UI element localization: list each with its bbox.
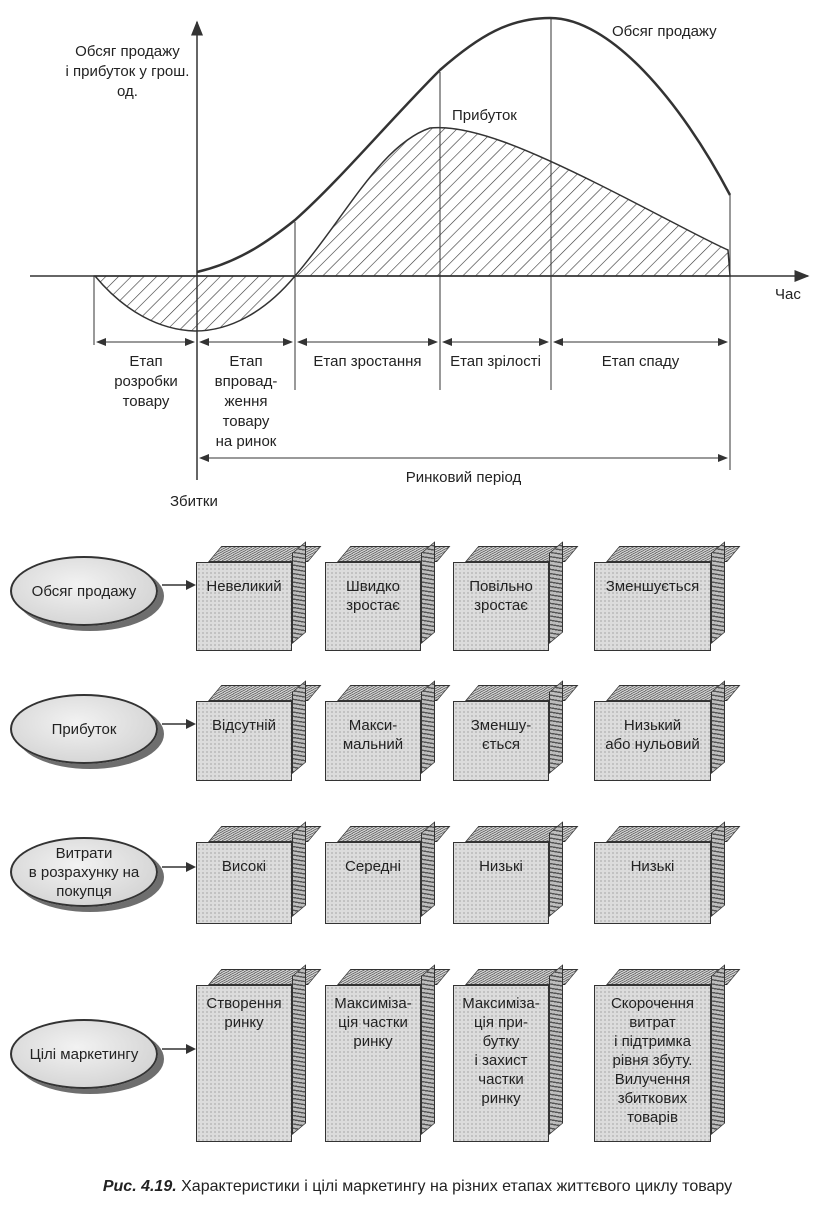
- figure-caption: [0, 1178, 835, 1196]
- losses-label: Збитки: [170, 493, 218, 510]
- row-arrow: [162, 717, 196, 731]
- stage-growth: Етап зростання: [313, 353, 422, 370]
- figure-number: Рис. 4.19.: [102, 1178, 177, 1195]
- box-costs-decline: Низькі: [594, 842, 711, 924]
- box-profit-decline: Низький або нульовий: [594, 701, 711, 781]
- box-sales-growth: Швидко зростає: [325, 562, 421, 651]
- row-label-marketing-goals: Цілі маркетингу: [10, 1019, 158, 1089]
- profit-series-label: Прибуток: [452, 107, 517, 124]
- stage-introduction: Етап впровад- ження товару на ринок: [214, 353, 278, 450]
- y-axis-label: Обсяг продажу і прибуток у грош. од.: [65, 43, 190, 100]
- profit-area-negative: [95, 276, 295, 331]
- box-goals-intro: Створення ринку: [196, 985, 292, 1142]
- box-sales-maturity: Повільно зростає: [453, 562, 549, 651]
- box-costs-maturity: Низькі: [453, 842, 549, 924]
- row-arrow: [162, 860, 196, 874]
- box-goals-maturity: Максиміза- ція при- бутку і захист частки ринку: [453, 985, 549, 1142]
- box-goals-growth: Максиміза- ція частки ринку: [325, 985, 421, 1142]
- row-label-costs: Витрати в розрахунку на покупця: [10, 837, 158, 907]
- stage-decline: Етап спаду: [601, 353, 680, 370]
- box-profit-maturity: Зменшу- ється: [453, 701, 549, 781]
- row-arrow: [162, 1042, 196, 1056]
- row-arrow: [162, 578, 196, 592]
- profit-area-positive: [295, 128, 730, 276]
- box-goals-decline: Скорочення витрат і підтримка рівня збуту. Вилучення збиткових товарів: [594, 985, 711, 1142]
- box-costs-intro: Високі: [196, 842, 292, 924]
- row-label-profit: Прибуток: [10, 694, 158, 764]
- market-period-label: Ринковий період: [405, 469, 522, 486]
- x-axis-label: Час: [775, 286, 801, 303]
- row-label-sales: Обсяг продажу: [10, 556, 158, 626]
- sales-series-label: Обсяг продажу: [612, 23, 717, 40]
- box-profit-intro: Відсутній: [196, 701, 292, 781]
- figure-caption-text: Характеристики і цілі маркетингу на різних етапах життєвого циклу товару: [181, 1178, 733, 1195]
- stage-development: Етап розробки товару: [114, 353, 178, 410]
- box-sales-intro: Невеликий: [196, 562, 292, 651]
- box-sales-decline: Зменшується: [594, 562, 711, 651]
- box-profit-growth: Макси- мальний: [325, 701, 421, 781]
- box-costs-growth: Середні: [325, 842, 421, 924]
- stage-maturity: Етап зрілості: [450, 353, 541, 370]
